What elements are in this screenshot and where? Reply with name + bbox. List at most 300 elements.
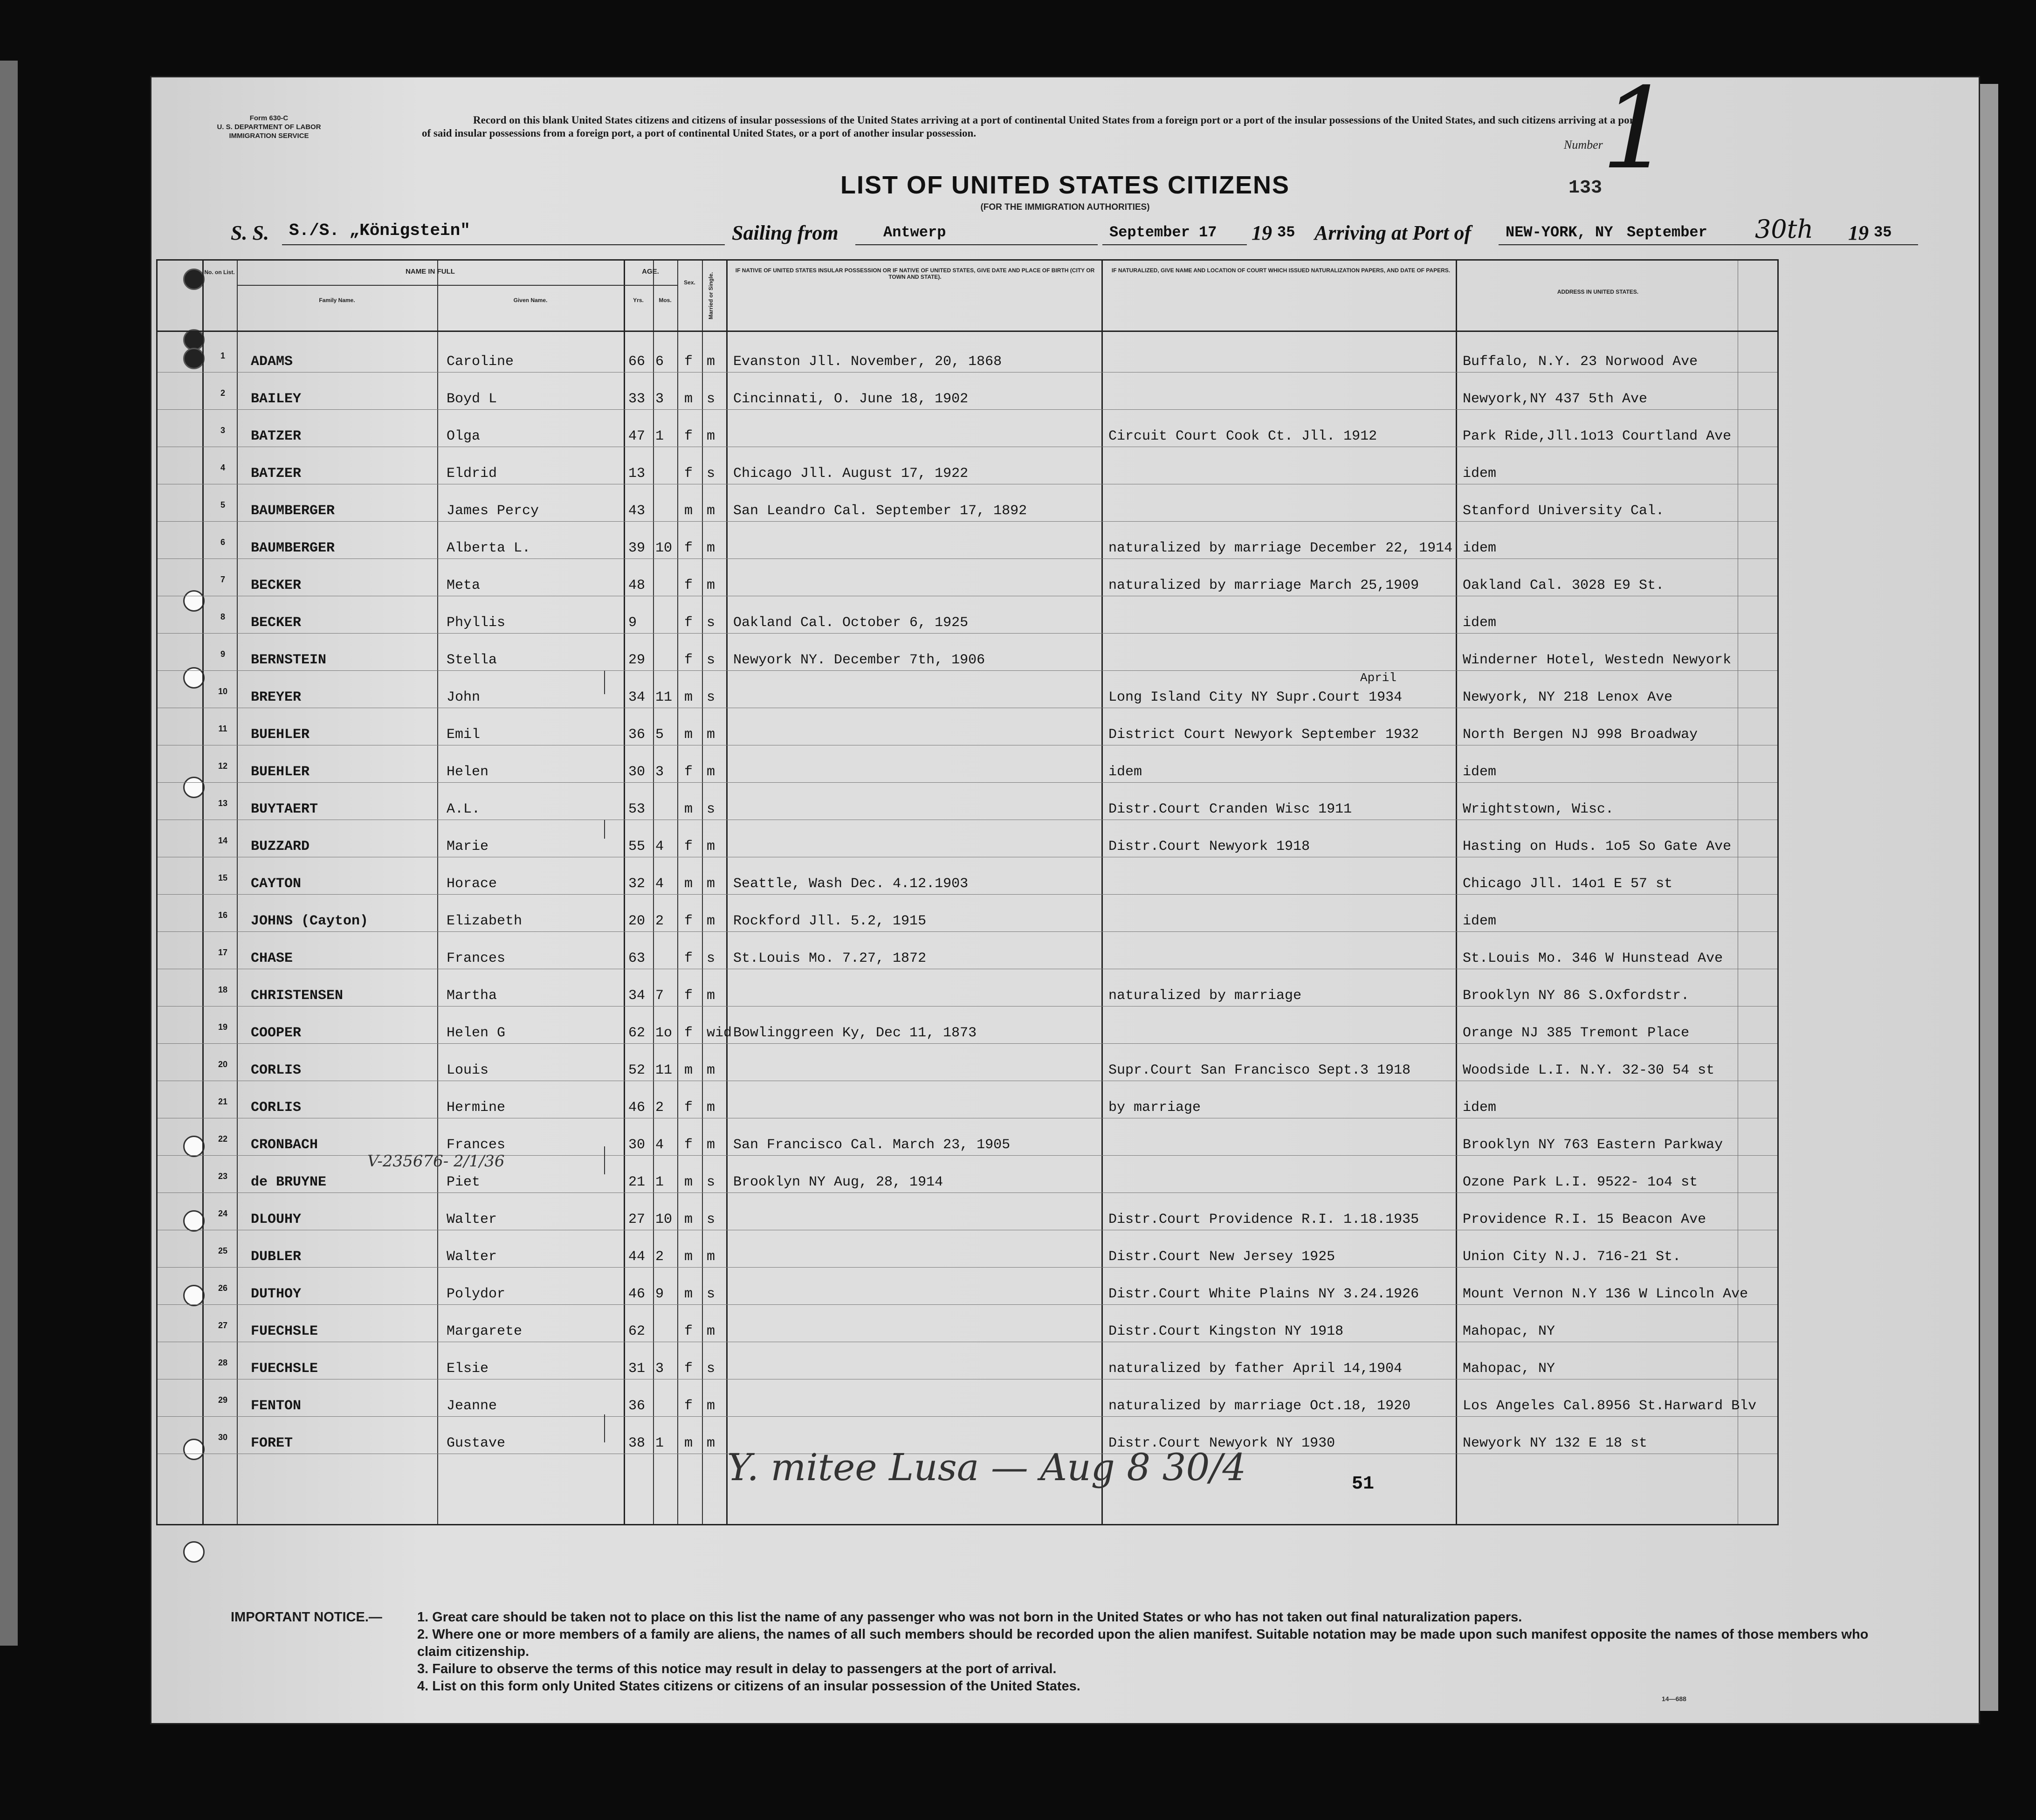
family-name: CRONBACH [251, 1137, 318, 1153]
pencil-tick [604, 671, 605, 694]
table-row [158, 1081, 1777, 1118]
us-address: Oakland Cal. 3028 E9 St. [1463, 578, 1665, 593]
sex: m [684, 876, 693, 892]
sex: f [684, 1361, 693, 1377]
given-name: Walter [447, 1212, 497, 1227]
header-married-single: Married or Single. [708, 272, 714, 319]
pencil-tick [604, 1414, 605, 1442]
family-name: CORLIS [251, 1062, 302, 1078]
marital-status: m [707, 503, 715, 519]
marital-status: m [707, 1435, 715, 1451]
age-months: 4 [655, 1137, 664, 1153]
sex: m [684, 1212, 693, 1227]
age-months: 1 [655, 1174, 664, 1190]
marital-status: m [707, 876, 715, 892]
table-row [158, 1342, 1777, 1379]
sex: m [684, 1249, 693, 1265]
ship-name: S./S. „Königstein" [289, 221, 470, 240]
us-address: idem [1463, 913, 1497, 929]
header-address: ADDRESS IN UNITED STATES. [1557, 289, 1639, 295]
marital-status: s [707, 615, 715, 631]
given-name: Margarete [447, 1324, 523, 1339]
sex: m [684, 801, 693, 817]
naturalization-record: Circuit Court Cook Ct. Jll. 1912 [1108, 428, 1377, 444]
naturalization-record: by marriage [1108, 1100, 1201, 1116]
sex: f [684, 988, 693, 1004]
page-title: LIST OF UNITED STATES CITIZENS [840, 171, 1290, 199]
age-years: 44 [628, 1249, 646, 1265]
us-address: Wrightstown, Wisc. [1463, 801, 1614, 817]
sex: f [684, 354, 693, 370]
naturalization-record: Distr.Court New Jersey 1925 [1108, 1249, 1335, 1265]
line-number: 10 [218, 687, 228, 696]
given-name: Stella [447, 652, 497, 668]
table-row [158, 484, 1777, 522]
naturalization-record: District Court Newyork September 1932 [1108, 727, 1419, 743]
age-months: 7 [655, 988, 664, 1004]
given-name: Walter [447, 1249, 497, 1265]
notice-item: 1. Great care should be taken not to place on this list the name of any passenger who was not born in the United States or who has not taken out final naturalization papers. [417, 1610, 1522, 1625]
family-name: BECKER [251, 615, 302, 631]
marital-status: m [707, 1249, 715, 1265]
table-row [158, 820, 1777, 857]
us-address: Newyork,NY 437 5th Ave [1463, 391, 1648, 407]
line-number: 2 [220, 388, 225, 398]
family-name: ADAMS [251, 354, 293, 370]
naturalization-record: naturalized by marriage December 22, 1914 [1108, 540, 1453, 556]
given-name: Jeanne [447, 1398, 497, 1414]
pencil-tick [604, 1146, 605, 1174]
us-address: Los Angeles Cal.8956 St.Harward Blv [1463, 1398, 1757, 1414]
naturalization-record: Distr.Court White Plains NY 3.24.1926 [1108, 1286, 1419, 1302]
sex: f [684, 951, 693, 966]
table-row [158, 708, 1777, 745]
voyage-line [151, 214, 1979, 250]
table-row [158, 522, 1777, 559]
table-row [158, 372, 1777, 410]
family-name: DUBLER [251, 1249, 302, 1265]
header-native-birth: IF NATIVE OF UNITED STATES INSULAR POSSESSION OR IF NATIVE OF UNITED STATES, GIVE DATE AND PLACE OF BIRTH (CITY OR TOWN AND STATE). [735, 267, 1095, 280]
sailing-from-label: Sailing from [732, 221, 839, 244]
line-number: 5 [220, 500, 225, 510]
marital-status: s [707, 1174, 715, 1190]
sex: m [684, 1435, 693, 1451]
line-number: 3 [220, 426, 225, 435]
table-row [158, 1379, 1777, 1417]
number-label: Number [1564, 138, 1603, 152]
line-number: 24 [218, 1209, 228, 1218]
line-number: 6 [220, 538, 225, 547]
given-name: Marie [447, 839, 489, 855]
line-number: 17 [218, 948, 228, 957]
given-name: Piet [447, 1174, 481, 1190]
marital-status: m [707, 1062, 715, 1078]
family-name: BECKER [251, 578, 302, 593]
family-name: FUECHSLE [251, 1324, 318, 1339]
birth-place-date: Evanston Jll. November, 20, 1868 [733, 354, 1002, 370]
table-row [158, 634, 1777, 671]
pencil-tick [604, 820, 605, 839]
us-address: Mount Vernon N.Y 136 W Lincoln Ave [1463, 1286, 1748, 1302]
sex: f [684, 540, 693, 556]
age-years: 39 [628, 540, 646, 556]
given-name: Emil [447, 727, 481, 743]
margin-annotation: V-235676- 2/1/36 [367, 1152, 505, 1171]
age-years: 47 [628, 428, 646, 444]
family-name: COOPER [251, 1025, 302, 1041]
naturalization-record: naturalized by marriage [1108, 988, 1302, 1004]
table-row [158, 1152, 1777, 1193]
marital-status: m [707, 428, 715, 444]
depart-date: September 17 [1109, 224, 1217, 241]
line-number: 4 [220, 463, 225, 472]
line-number: 26 [218, 1283, 228, 1293]
age-months: 3 [655, 1361, 664, 1377]
header-age: AGE. [642, 268, 659, 276]
marital-status: s [707, 1286, 715, 1302]
port-from: Antwerp [883, 224, 946, 241]
age-months: 1 [655, 428, 664, 444]
naturalization-record: naturalized by marriage March 25,1909 [1108, 578, 1419, 593]
sex: f [684, 1100, 693, 1116]
line-number: 22 [218, 1134, 228, 1144]
age-months: 3 [655, 764, 664, 780]
table-row [158, 447, 1777, 484]
age-months: 2 [655, 913, 664, 929]
family-name: BUZZARD [251, 839, 310, 855]
line-number: 13 [218, 799, 228, 808]
marital-status: s [707, 391, 715, 407]
us-address: Newyork, NY 218 Lenox Ave [1463, 689, 1673, 705]
table-row [158, 1044, 1777, 1081]
given-name: Olga [447, 428, 481, 444]
us-address: idem [1463, 615, 1497, 631]
line-number: 30 [218, 1433, 228, 1442]
age-months: 11 [655, 1062, 673, 1078]
us-address: Chicago Jll. 14o1 E 57 st [1463, 876, 1673, 892]
age-months: 1 [655, 1435, 664, 1451]
family-name: BATZER [251, 428, 302, 444]
family-name: BAILEY [251, 391, 302, 407]
given-name: Helen G [447, 1025, 506, 1041]
arriving-label: Arriving at Port of [1314, 221, 1472, 244]
marital-status: wid [707, 1025, 732, 1041]
sex: m [684, 1062, 693, 1078]
naturalization-note: April [1360, 671, 1397, 685]
given-name: John [447, 689, 481, 705]
year-prefix-2: 19 [1848, 221, 1869, 244]
header-name-in-full: NAME IN FULL [406, 268, 455, 276]
table-row [158, 969, 1777, 1007]
us-address: Brooklyn NY 763 Eastern Parkway [1463, 1137, 1723, 1153]
manifest-page [150, 76, 1980, 1724]
header-mos: Mos. [659, 297, 672, 303]
given-name: Boyd L [447, 391, 497, 407]
notice-item: 2. Where one or more members of a family are aliens, the names of all such members should be recorded upon the alien manifest. Suitable notation may be made upon such manifest opposite the names of those members who claim citizenship. [417, 1627, 1869, 1659]
naturalization-record: Long Island City NY Supr.Court 1934 [1108, 689, 1403, 705]
us-address: idem [1463, 1100, 1497, 1116]
table-row [158, 335, 1777, 372]
us-address: idem [1463, 764, 1497, 780]
table-row [158, 1268, 1777, 1305]
sex: f [684, 428, 693, 444]
port-from-underline [855, 244, 1098, 245]
us-address: Providence R.I. 15 Beacon Ave [1463, 1212, 1706, 1227]
age-years: 30 [628, 764, 646, 780]
marital-status: m [707, 839, 715, 855]
line-number: 16 [218, 910, 228, 920]
header-bottom-rule [158, 331, 1777, 332]
form-instructions: Record on this blank United States citizens and citizens of insular possessions of the United States arriving at a port of continental United States from a foreign port or a port of the insular possessions of the United States, and such citizens arriving at a port of said insular possessions from a foreign port, a port of continental United States, or a port of another insular possession. [422, 114, 1638, 139]
given-name: Phyllis [447, 615, 506, 631]
us-address: Union City N.J. 716-21 St. [1463, 1249, 1681, 1265]
us-address: North Bergen NJ 998 Broadway [1463, 727, 1698, 743]
header-yrs: Yrs. [633, 297, 644, 303]
table-row [158, 783, 1777, 820]
form-number: Form 630-C [249, 114, 289, 122]
line-number: 29 [218, 1395, 228, 1405]
age-years: 53 [628, 801, 646, 817]
birth-place-date: Newyork NY. December 7th, 1906 [733, 652, 985, 668]
passenger-table [156, 259, 1779, 1525]
marital-status: m [707, 1324, 715, 1339]
line-number: 14 [218, 836, 228, 845]
line-number: 23 [218, 1172, 228, 1181]
form-code: 14—688 [1662, 1695, 1686, 1703]
ss-label: S. S. [231, 221, 269, 244]
table-row [158, 671, 1777, 708]
age-months: 4 [655, 839, 664, 855]
given-name: Horace [447, 876, 497, 892]
age-years: 9 [628, 615, 637, 631]
header-naturalized: IF NATURALIZED, GIVE NAME AND LOCATION OF COURT WHICH ISSUED NATURALIZATION PAPERS, AND DATE OF PAPERS. [1111, 267, 1451, 274]
age-months: 5 [655, 727, 664, 743]
signature-count: 51 [1352, 1474, 1375, 1495]
family-name: BAUMBERGER [251, 503, 335, 519]
age-years: 48 [628, 578, 646, 593]
line-number: 12 [218, 761, 228, 771]
header-divider [624, 285, 677, 286]
line-number: 25 [218, 1246, 228, 1255]
line-number: 20 [218, 1060, 228, 1069]
birth-place-date: Rockford Jll. 5.2, 1915 [733, 913, 927, 929]
age-years: 36 [628, 727, 646, 743]
arrive-month: September [1627, 224, 1707, 241]
given-name: Polydor [447, 1286, 506, 1302]
sex: m [684, 1286, 693, 1302]
sex: m [684, 391, 693, 407]
us-address: Hasting on Huds. 1o5 So Gate Ave [1463, 839, 1732, 855]
age-months: 2 [655, 1100, 664, 1116]
given-name: Elizabeth [447, 913, 523, 929]
age-years: 38 [628, 1435, 646, 1451]
birth-place-date: Bowlinggreen Ky, Dec 11, 1873 [733, 1025, 977, 1041]
service-name: IMMIGRATION SERVICE [229, 132, 309, 140]
age-years: 43 [628, 503, 646, 519]
family-name: CAYTON [251, 876, 302, 892]
age-years: 13 [628, 466, 646, 482]
sex: f [684, 1137, 693, 1153]
arrive-year: 35 [1874, 224, 1892, 241]
naturalization-record: Supr.Court San Francisco Sept.3 1918 [1108, 1062, 1411, 1078]
marital-status: s [707, 801, 715, 817]
line-number: 21 [218, 1097, 228, 1106]
age-years: 32 [628, 876, 646, 892]
sex: f [684, 1398, 693, 1414]
form-identifier [185, 114, 353, 140]
family-name: CHRISTENSEN [251, 988, 344, 1004]
table-row [158, 410, 1777, 447]
line-number: 9 [220, 649, 225, 659]
arrive-day: 30th [1755, 214, 1814, 244]
sex: m [684, 727, 693, 743]
birth-place-date: Seattle, Wash Dec. 4.12.1903 [733, 876, 969, 892]
us-address: Brooklyn NY 86 S.Oxfordstr. [1463, 988, 1690, 1004]
age-years: 21 [628, 1174, 646, 1190]
header-sex: Sex. [684, 279, 695, 286]
naturalization-record: idem [1108, 764, 1142, 780]
table-row [158, 596, 1777, 634]
family-name: BAUMBERGER [251, 540, 335, 556]
birth-place-date: St.Louis Mo. 7.27, 1872 [733, 951, 927, 966]
us-address: Mahopac, NY [1463, 1361, 1555, 1377]
sex: m [684, 503, 693, 519]
line-number: 1 [220, 351, 225, 360]
sex: f [684, 652, 693, 668]
sex: f [684, 466, 693, 482]
sex: m [684, 1174, 693, 1190]
family-name: BUEHLER [251, 727, 310, 743]
age-years: 34 [628, 689, 646, 705]
line-number: 15 [218, 873, 228, 882]
given-name: Meta [447, 578, 481, 593]
us-address: Park Ride,Jll.1o13 Courtland Ave [1463, 428, 1732, 444]
table-row [158, 895, 1777, 932]
list-number: 1 [1601, 76, 1672, 194]
table-row [158, 559, 1777, 596]
family-name: de BRUYNE [251, 1174, 327, 1190]
sex: f [684, 578, 693, 593]
birth-place-date: Brooklyn NY Aug, 28, 1914 [733, 1174, 943, 1190]
table-row [158, 1305, 1777, 1342]
age-months: 2 [655, 1249, 664, 1265]
age-years: 33 [628, 391, 646, 407]
age-months: 1o [655, 1025, 673, 1041]
table-row [158, 1230, 1777, 1268]
family-name: JOHNS (Cayton) [251, 913, 369, 929]
us-address: Orange NJ 385 Tremont Place [1463, 1025, 1690, 1041]
family-name: DUTHOY [251, 1286, 302, 1302]
family-name: BUYTAERT [251, 801, 318, 817]
given-name: Hermine [447, 1100, 506, 1116]
table-row [158, 1193, 1777, 1230]
marital-status: m [707, 1100, 715, 1116]
table-row [158, 932, 1777, 969]
marital-status: m [707, 354, 715, 370]
sex: m [684, 689, 693, 705]
family-name: CHASE [251, 951, 293, 966]
sex: f [684, 1025, 693, 1041]
us-address: Newyork NY 132 E 18 st [1463, 1435, 1648, 1451]
family-name: DLOUHY [251, 1212, 302, 1227]
inspector-signature: Y. mitee Lusa — Aug 8 30/4 [727, 1446, 1246, 1489]
ship-underline [282, 244, 725, 245]
naturalization-record: Distr.Court Providence R.I. 1.18.1935 [1108, 1212, 1419, 1227]
family-name: FUECHSLE [251, 1361, 318, 1377]
sex: f [684, 913, 693, 929]
age-years: 29 [628, 652, 646, 668]
given-name: Gustave [447, 1435, 506, 1451]
punch-hole [183, 1541, 205, 1563]
marital-status: m [707, 764, 715, 780]
sex: f [684, 1324, 693, 1339]
age-years: 31 [628, 1361, 646, 1377]
marital-status: m [707, 578, 715, 593]
marital-status: m [707, 1137, 715, 1153]
family-name: BERNSTEIN [251, 652, 327, 668]
age-years: 55 [628, 839, 646, 855]
age-years: 62 [628, 1324, 646, 1339]
line-number: 27 [218, 1321, 228, 1330]
age-months: 10 [655, 540, 673, 556]
family-name: FENTON [251, 1398, 302, 1414]
given-name: Louis [447, 1062, 489, 1078]
us-address: Stanford University Cal. [1463, 503, 1665, 519]
naturalization-record: naturalized by father April 14,1904 [1108, 1361, 1403, 1377]
birth-place-date: San Francisco Cal. March 23, 1905 [733, 1137, 1011, 1153]
sex: f [684, 764, 693, 780]
table-row [158, 857, 1777, 895]
sex: f [684, 839, 693, 855]
us-address: idem [1463, 466, 1497, 482]
given-name: James Percy [447, 503, 539, 519]
line-number: 11 [218, 724, 227, 733]
age-months: 3 [655, 391, 664, 407]
marital-status: m [707, 913, 715, 929]
family-name: BATZER [251, 466, 302, 482]
given-name: A.L. [447, 801, 481, 817]
scan-right-edge [1977, 84, 1998, 1711]
given-name: Frances [447, 951, 506, 966]
us-address: St.Louis Mo. 346 W Hunstead Ave [1463, 951, 1723, 966]
naturalization-record: Distr.Court Newyork NY 1930 [1108, 1435, 1335, 1451]
table-row [158, 745, 1777, 783]
marital-status: s [707, 466, 715, 482]
header-family-name: Family Name. [319, 297, 355, 303]
marital-status: s [707, 689, 715, 705]
us-address: Ozone Park L.I. 9522- 1o4 st [1463, 1174, 1698, 1190]
naturalization-record: Distr.Court Newyork 1918 [1108, 839, 1310, 855]
marital-status: m [707, 1398, 715, 1414]
birth-place-date: Chicago Jll. August 17, 1922 [733, 466, 969, 482]
table-row [158, 1007, 1777, 1044]
family-name: CORLIS [251, 1100, 302, 1116]
scan-left-edge [0, 61, 18, 1646]
line-number: 19 [218, 1022, 228, 1032]
given-name: Martha [447, 988, 497, 1004]
notice-lead: IMPORTANT NOTICE.— [231, 1610, 382, 1625]
line-number: 8 [220, 612, 225, 621]
marital-status: m [707, 540, 715, 556]
us-address: Woodside L.I. N.Y. 32-30 54 st [1463, 1062, 1715, 1078]
age-years: 36 [628, 1398, 646, 1414]
page-number: 133 [1568, 178, 1603, 199]
marital-status: s [707, 951, 715, 966]
age-years: 63 [628, 951, 646, 966]
year-prefix-1: 19 [1252, 221, 1272, 244]
line-number: 28 [218, 1358, 228, 1367]
age-years: 52 [628, 1062, 646, 1078]
